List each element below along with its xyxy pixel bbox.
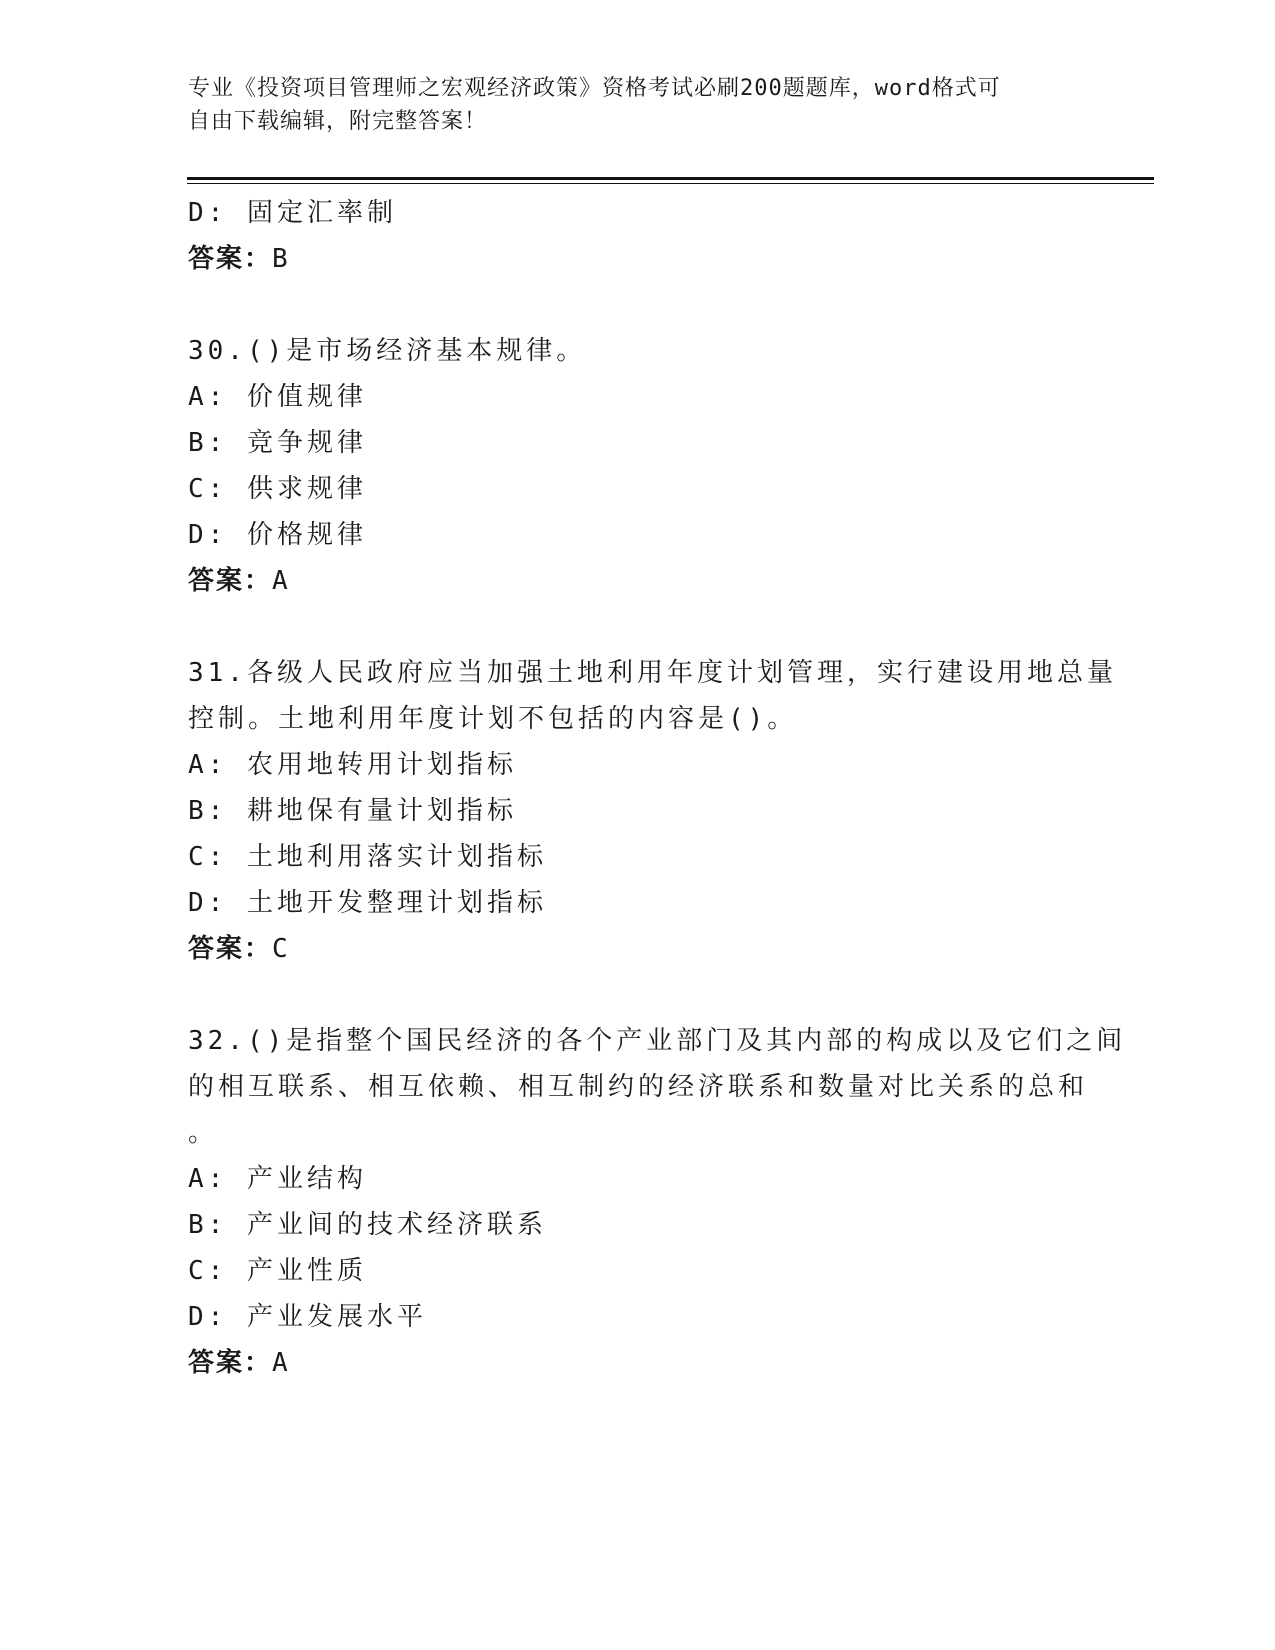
question-30 bbox=[188, 328, 1088, 604]
option-a: A: 价值规律 bbox=[188, 382, 367, 412]
option-d: D: 价格规律 bbox=[188, 520, 367, 550]
question-stem-line-3: 。 bbox=[188, 1118, 219, 1148]
question-stem-line-1: 32.()是指整个国民经济的各个产业部门及其内部的构成以及它们之间 bbox=[188, 1026, 1127, 1056]
previous-question-tail bbox=[188, 190, 1088, 282]
option-b: B: 竞争规律 bbox=[188, 428, 367, 458]
answer-value: C bbox=[272, 934, 290, 964]
option-b: B: 产业间的技术经济联系 bbox=[188, 1210, 547, 1240]
answer-line bbox=[188, 1340, 1088, 1386]
option-c: C: 产业性质 bbox=[188, 1256, 367, 1286]
answer-value: B bbox=[272, 244, 290, 274]
option-b: B: 耕地保有量计划指标 bbox=[188, 796, 517, 826]
option-a: A: 产业结构 bbox=[188, 1164, 367, 1194]
option-c: C: 供求规律 bbox=[188, 474, 367, 504]
question-content bbox=[188, 190, 1127, 1386]
header-line-1: 专业《投资项目管理师之宏观经济政策》资格考试必刷200题题库，word格式可 bbox=[188, 76, 1001, 101]
answer-label: 答案： bbox=[188, 1348, 273, 1378]
answer-line bbox=[188, 926, 1088, 972]
option-c: C: 土地利用落实计划指标 bbox=[188, 842, 547, 872]
question-32 bbox=[188, 1018, 1127, 1386]
option-d: D: 土地开发整理计划指标 bbox=[188, 888, 547, 918]
answer-label: 答案： bbox=[188, 566, 273, 596]
question-stem-line-2: 的相互联系、相互依赖、相互制约的经济联系和数量对比关系的总和 bbox=[188, 1072, 1089, 1102]
question-stem-line-1: 31.各级人民政府应当加强土地利用年度计划管理，实行建设用地总量 bbox=[188, 658, 1117, 688]
answer-value: A bbox=[272, 1348, 290, 1378]
header-line-2: 自由下载编辑，附完整答案！ bbox=[188, 109, 488, 134]
header-rule-thin bbox=[187, 183, 1154, 184]
page-header bbox=[188, 72, 1068, 138]
option-d: D: 固定汇率制 bbox=[188, 198, 397, 228]
answer-label: 答案： bbox=[188, 244, 273, 274]
question-stem: 30.()是市场经济基本规律。 bbox=[188, 336, 587, 366]
answer-label: 答案： bbox=[188, 934, 273, 964]
option-d: D: 产业发展水平 bbox=[188, 1302, 427, 1332]
question-stem-line-2: 控制。土地利用年度计划不包括的内容是()。 bbox=[188, 704, 798, 734]
answer-line bbox=[188, 558, 1088, 604]
answer-line bbox=[188, 236, 1088, 282]
question-31 bbox=[188, 650, 1117, 972]
option-a: A: 农用地转用计划指标 bbox=[188, 750, 517, 780]
header-rule-thick bbox=[187, 177, 1154, 180]
answer-value: A bbox=[272, 566, 290, 596]
